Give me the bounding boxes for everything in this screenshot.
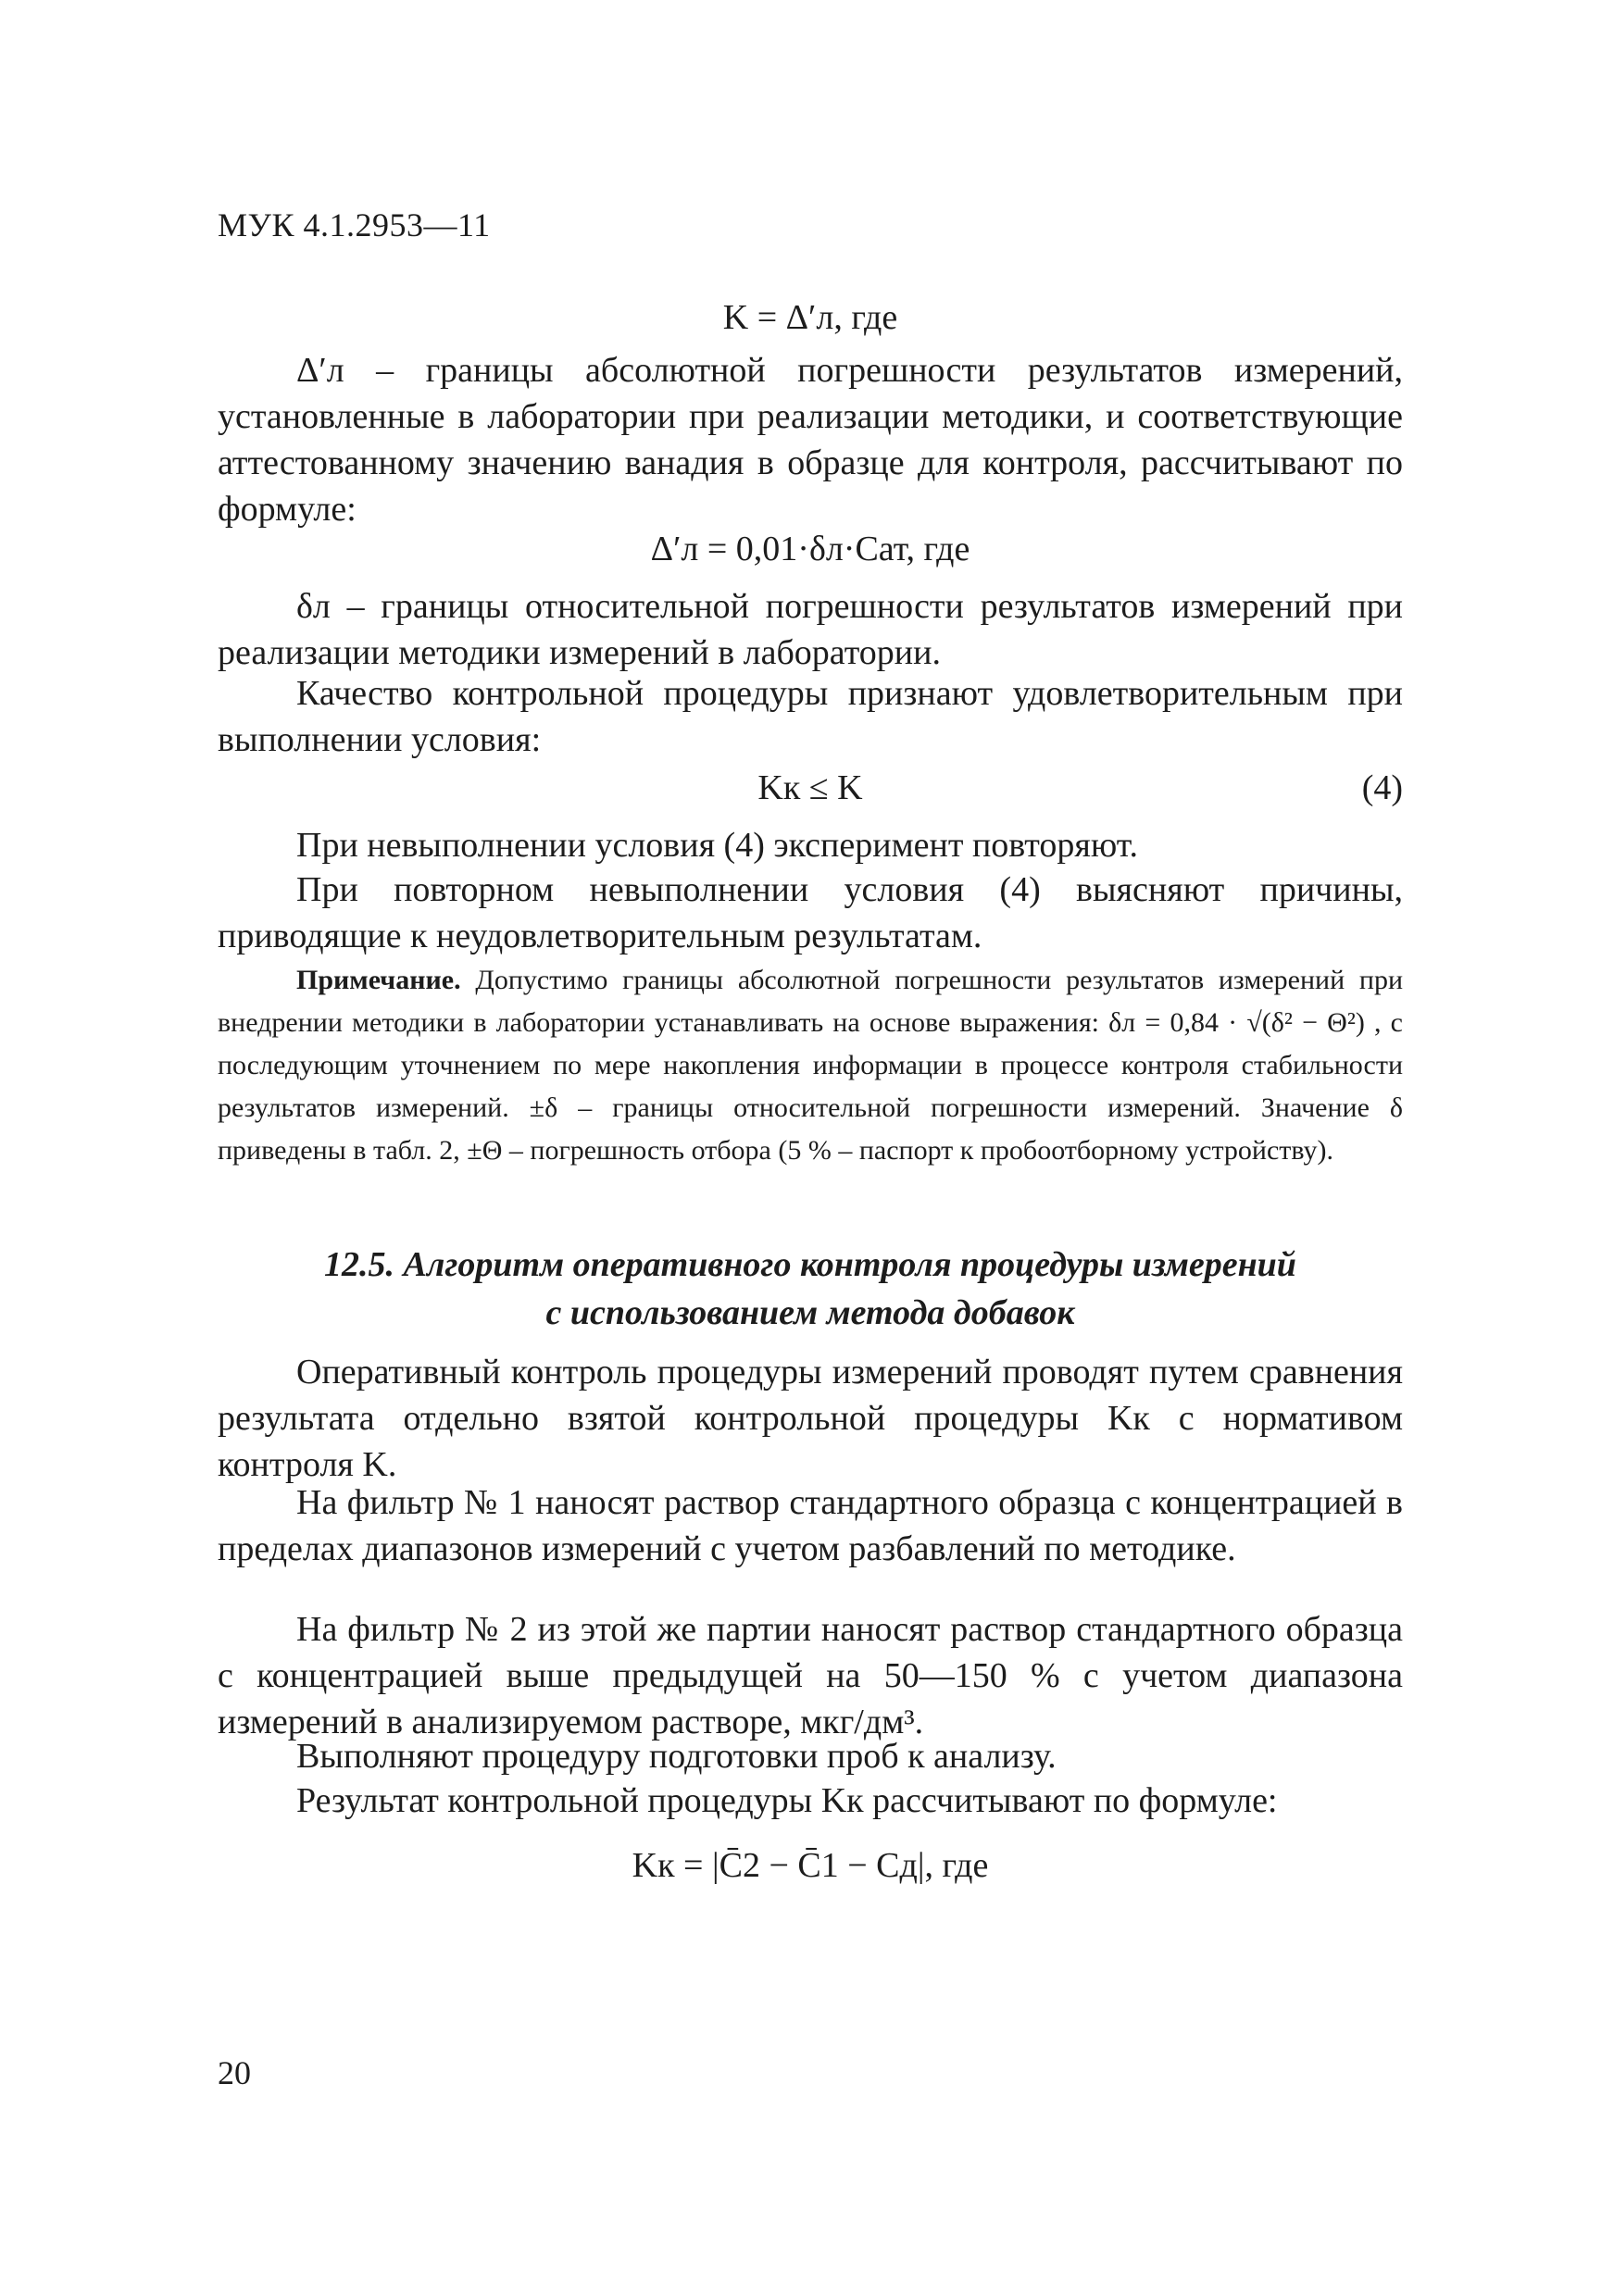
paragraph-prepare: Выполняют процедуру подготовки проб к анализу. [296,1737,1057,1776]
formula-result: Kк = |C̄2 − C̄1 − Cд|, где [632,1846,989,1885]
document-page [218,0,1403,2296]
paragraph-fail: При невыполнении условия (4) эксперимент повторяют. [296,826,1138,865]
formula-delta: Δ′л = 0,01·δл·Cат, где [650,530,970,568]
section-title-line2: с использованием метода добавок [545,1293,1075,1332]
note-text: Допустимо границы абсолютной погрешности результатов измерений при внедрении методики в лаборатории устанавливать на основе выражения: δл = 0,84 · √(δ² − Θ²) , с последующим уточнением по мере накопления информации в процессе контроля стабильности результатов измерений. ±δ – границы относительной погрешности измерений. Значение δ приведены в табл. 2, ±Θ – погрешность отбора (5 % – паспорт к пробоотборному устройству). [218,965,1404,1166]
page-number: 20 [218,2054,251,2091]
note-title: Примечание. [296,965,461,995]
paragraph-delta-relative: δл – границы относительной погрешности результатов измерений при реализации методики измерений в лаборатории. [218,587,1403,672]
paragraph-quality: Качество контрольной процедуры признают удовлетворительным при выполнении условия: [218,674,1403,759]
paragraph-filter1: На фильтр № 1 наносят раствор стандартного образца с концентрацией в пределах диапазонов измерений с учетом разбавлений по методике. [218,1483,1403,1568]
paragraph-result: Результат контрольной процедуры Kк рассчитывают по формуле: [296,1781,1278,1820]
paragraph-delta-definition: Δ′л – границы абсолютной погрешности результатов измерений, установленные в лаборатории при реализации методики, и соответствующие аттестованному значению ванадия в образце для контроля, рассчитывают по формуле: [218,351,1403,529]
section-title-line1: 12.5. Алгоритм оперативного контроля процедуры измерений [324,1245,1296,1284]
paragraph-repeat-fail: При повторном невыполнении условия (4) выясняют причины, приводящие к неудовлетворительным результатам. [218,870,1403,955]
note-block [218,959,1403,1172]
formula-condition-text: Kк ≤ K [757,768,863,807]
formula-k: K = Δ′л, где [722,298,898,337]
formula-condition [218,765,1403,811]
paragraph-filter2: На фильтр № 2 из этой же партии наносят раствор стандартного образца с концентрацией выше предыдущей на 50—150 % с учетом диапазона измерений в анализируемом растворе, мкг/дм³. [218,1610,1403,1741]
document-header: МУК 4.1.2953—11 [218,206,491,243]
paragraph-operative: Оперативный контроль процедуры измерений проводят путем сравнения результата отдельно взятой контрольной процедуры Kк с нормативом контроля K. [218,1353,1403,1484]
formula-number: (4) [1361,768,1403,807]
